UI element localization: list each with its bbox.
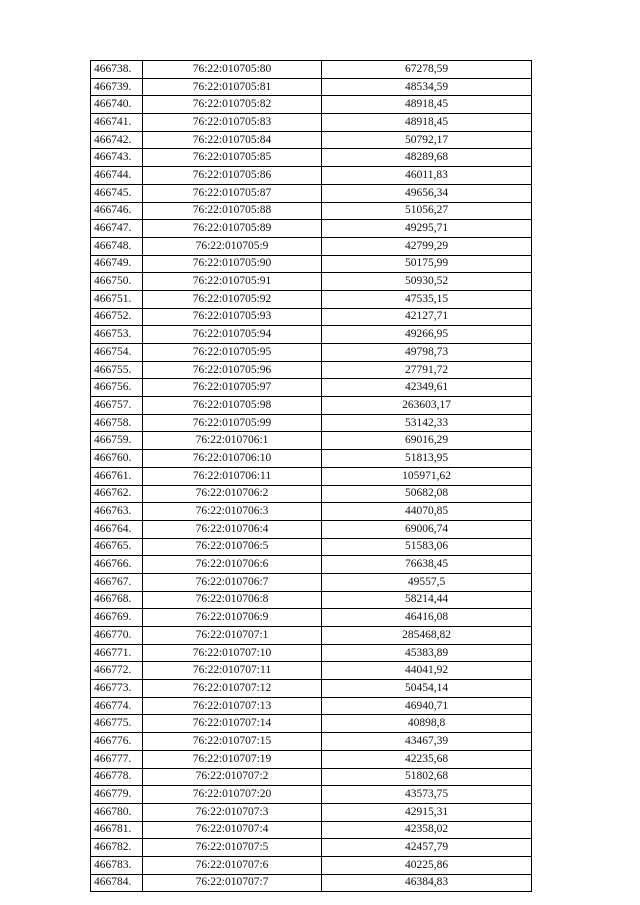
row-number-cell: 466770. [91, 627, 143, 645]
table-row [91, 273, 532, 291]
table-row [91, 503, 532, 521]
cadastral-number-cell: 76:22:010707:4 [143, 821, 322, 839]
row-number-cell: 466741. [91, 114, 143, 132]
cadastral-number-cell: 76:22:010705:88 [143, 202, 322, 220]
row-number-cell: 466748. [91, 237, 143, 255]
row-number-cell: 466751. [91, 290, 143, 308]
cadastral-number-cell: 76:22:010705:86 [143, 167, 322, 185]
cadastral-number-cell: 76:22:010706:9 [143, 609, 322, 627]
table-row [91, 344, 532, 362]
row-number-cell: 466778. [91, 768, 143, 786]
cadastral-value-cell: 263603,17 [322, 397, 532, 415]
row-number-cell: 466742. [91, 131, 143, 149]
cadastral-value-cell: 76638,45 [322, 556, 532, 574]
cadastral-value-cell: 67278,59 [322, 61, 532, 79]
cadastral-number-cell: 76:22:010707:7 [143, 874, 322, 892]
row-number-cell: 466774. [91, 697, 143, 715]
cadastral-number-cell: 76:22:010705:81 [143, 78, 322, 96]
cadastral-value-cell: 42358,02 [322, 821, 532, 839]
cadastral-value-cell: 42127,71 [322, 308, 532, 326]
cadastral-value-cell: 51583,06 [322, 538, 532, 556]
row-number-cell: 466738. [91, 61, 143, 79]
cadastral-number-cell: 76:22:010706:4 [143, 520, 322, 538]
cadastral-number-cell: 76:22:010705:95 [143, 344, 322, 362]
table-row [91, 573, 532, 591]
row-number-cell: 466744. [91, 167, 143, 185]
row-number-cell: 466753. [91, 326, 143, 344]
cadastral-value-cell: 45383,89 [322, 644, 532, 662]
cadastral-value-cell: 46416,08 [322, 609, 532, 627]
row-number-cell: 466760. [91, 450, 143, 468]
row-number-cell: 466764. [91, 520, 143, 538]
cadastral-value-cell: 42915,31 [322, 803, 532, 821]
row-number-cell: 466777. [91, 750, 143, 768]
table-row [91, 538, 532, 556]
cadastral-value-cell: 49295,71 [322, 220, 532, 238]
cadastral-value-cell: 40225,86 [322, 856, 532, 874]
table-row [91, 61, 532, 79]
cadastral-number-cell: 76:22:010705:98 [143, 397, 322, 415]
cadastral-number-cell: 76:22:010707:2 [143, 768, 322, 786]
cadastral-number-cell: 76:22:010705:84 [143, 131, 322, 149]
cadastral-number-cell: 76:22:010706:10 [143, 450, 322, 468]
table-row [91, 874, 532, 892]
row-number-cell: 466780. [91, 803, 143, 821]
cadastral-number-cell: 76:22:010707:12 [143, 680, 322, 698]
table-row [91, 715, 532, 733]
cadastral-number-cell: 76:22:010705:94 [143, 326, 322, 344]
row-number-cell: 466745. [91, 184, 143, 202]
cadastral-number-cell: 76:22:010706:8 [143, 591, 322, 609]
cadastral-number-cell: 76:22:010707:11 [143, 662, 322, 680]
row-number-cell: 466771. [91, 644, 143, 662]
table-row [91, 308, 532, 326]
row-number-cell: 466768. [91, 591, 143, 609]
table-row [91, 397, 532, 415]
cadastral-value-cell: 50175,99 [322, 255, 532, 273]
cadastral-value-cell: 50454,14 [322, 680, 532, 698]
cadastral-value-cell: 47535,15 [322, 290, 532, 308]
cadastral-value-cell: 48918,45 [322, 114, 532, 132]
row-number-cell: 466769. [91, 609, 143, 627]
table-row [91, 220, 532, 238]
table-row [91, 680, 532, 698]
cadastral-value-cell: 27791,72 [322, 361, 532, 379]
cadastral-value-cell: 49798,73 [322, 344, 532, 362]
table-row [91, 733, 532, 751]
cadastral-number-cell: 76:22:010707:13 [143, 697, 322, 715]
cadastral-value-cell: 58214,44 [322, 591, 532, 609]
table-row [91, 520, 532, 538]
cadastral-number-cell: 76:22:010706:5 [143, 538, 322, 556]
row-number-cell: 466761. [91, 467, 143, 485]
table-row [91, 786, 532, 804]
cadastral-number-cell: 76:22:010705:99 [143, 414, 322, 432]
row-number-cell: 466756. [91, 379, 143, 397]
row-number-cell: 466752. [91, 308, 143, 326]
table-row [91, 202, 532, 220]
cadastral-value-cell: 44041,92 [322, 662, 532, 680]
table-row [91, 237, 532, 255]
cadastral-number-cell: 76:22:010705:85 [143, 149, 322, 167]
cadastral-value-cell: 42799,29 [322, 237, 532, 255]
table-row [91, 184, 532, 202]
cadastral-value-cell: 44070,85 [322, 503, 532, 521]
cadastral-value-cell: 42457,79 [322, 839, 532, 857]
cadastral-value-cell: 43467,39 [322, 733, 532, 751]
table-row [91, 414, 532, 432]
cadastral-number-cell: 76:22:010706:2 [143, 485, 322, 503]
cadastral-value-cell: 43573,75 [322, 786, 532, 804]
cadastral-value-cell: 51056,27 [322, 202, 532, 220]
cadastral-number-cell: 76:22:010705:87 [143, 184, 322, 202]
table-row [91, 467, 532, 485]
table-row [91, 609, 532, 627]
table-row [91, 627, 532, 645]
row-number-cell: 466754. [91, 344, 143, 362]
cadastral-number-cell: 76:22:010707:10 [143, 644, 322, 662]
table-row [91, 432, 532, 450]
table-row [91, 839, 532, 857]
table-body [91, 61, 532, 892]
row-number-cell: 466766. [91, 556, 143, 574]
cadastral-number-cell: 76:22:010706:7 [143, 573, 322, 591]
table-row [91, 856, 532, 874]
table-row [91, 768, 532, 786]
cadastral-value-cell: 46011,83 [322, 167, 532, 185]
row-number-cell: 466784. [91, 874, 143, 892]
cadastral-value-cell: 46940,71 [322, 697, 532, 715]
row-number-cell: 466758. [91, 414, 143, 432]
table-row [91, 149, 532, 167]
table-row [91, 662, 532, 680]
table-row [91, 326, 532, 344]
cadastral-number-cell: 76:22:010705:90 [143, 255, 322, 273]
cadastral-value-cell: 51802,68 [322, 768, 532, 786]
table-row [91, 114, 532, 132]
table-row [91, 821, 532, 839]
row-number-cell: 466779. [91, 786, 143, 804]
row-number-cell: 466763. [91, 503, 143, 521]
table-row [91, 450, 532, 468]
cadastral-value-cell: 53142,33 [322, 414, 532, 432]
row-number-cell: 466775. [91, 715, 143, 733]
cadastral-number-cell: 76:22:010705:80 [143, 61, 322, 79]
table-row [91, 803, 532, 821]
row-number-cell: 466740. [91, 96, 143, 114]
cadastral-value-cell: 285468,82 [322, 627, 532, 645]
row-number-cell: 466746. [91, 202, 143, 220]
cadastral-value-cell: 49266,95 [322, 326, 532, 344]
cadastral-value-cell: 51813,95 [322, 450, 532, 468]
cadastral-value-cell: 50682,08 [322, 485, 532, 503]
table-row [91, 131, 532, 149]
cadastral-number-cell: 76:22:010707:15 [143, 733, 322, 751]
row-number-cell: 466750. [91, 273, 143, 291]
cadastral-number-cell: 76:22:010706:1 [143, 432, 322, 450]
row-number-cell: 466773. [91, 680, 143, 698]
cadastral-value-cell: 48534,59 [322, 78, 532, 96]
cadastral-value-cell: 69006,74 [322, 520, 532, 538]
table-row [91, 78, 532, 96]
cadastral-number-cell: 76:22:010705:91 [143, 273, 322, 291]
cadastral-value-cell: 49656,34 [322, 184, 532, 202]
cadastral-number-cell: 76:22:010705:96 [143, 361, 322, 379]
table-row [91, 255, 532, 273]
cadastral-value-cell: 46384,83 [322, 874, 532, 892]
table-row [91, 96, 532, 114]
row-number-cell: 466759. [91, 432, 143, 450]
row-number-cell: 466743. [91, 149, 143, 167]
cadastral-value-cell: 50792,17 [322, 131, 532, 149]
cadastral-value-cell: 48289,68 [322, 149, 532, 167]
row-number-cell: 466776. [91, 733, 143, 751]
table-row [91, 556, 532, 574]
row-number-cell: 466767. [91, 573, 143, 591]
row-number-cell: 466739. [91, 78, 143, 96]
cadastral-number-cell: 76:22:010707:5 [143, 839, 322, 857]
cadastral-value-cell: 40898,8 [322, 715, 532, 733]
cadastral-value-cell: 42349,61 [322, 379, 532, 397]
row-number-cell: 466749. [91, 255, 143, 273]
cadastral-number-cell: 76:22:010707:19 [143, 750, 322, 768]
cadastral-number-cell: 76:22:010706:6 [143, 556, 322, 574]
cadastral-value-cell: 105971,62 [322, 467, 532, 485]
row-number-cell: 466757. [91, 397, 143, 415]
cadastral-number-cell: 76:22:010707:1 [143, 627, 322, 645]
table-row [91, 379, 532, 397]
table-row [91, 167, 532, 185]
cadastral-values-table [90, 60, 532, 892]
cadastral-number-cell: 76:22:010706:3 [143, 503, 322, 521]
cadastral-number-cell: 76:22:010707:20 [143, 786, 322, 804]
cadastral-value-cell: 69016,29 [322, 432, 532, 450]
cadastral-number-cell: 76:22:010705:93 [143, 308, 322, 326]
cadastral-value-cell: 48918,45 [322, 96, 532, 114]
table-row [91, 361, 532, 379]
row-number-cell: 466755. [91, 361, 143, 379]
row-number-cell: 466765. [91, 538, 143, 556]
row-number-cell: 466772. [91, 662, 143, 680]
row-number-cell: 466762. [91, 485, 143, 503]
table-row [91, 644, 532, 662]
cadastral-number-cell: 76:22:010707:6 [143, 856, 322, 874]
cadastral-value-cell: 49557,5 [322, 573, 532, 591]
cadastral-number-cell: 76:22:010707:3 [143, 803, 322, 821]
table-row [91, 591, 532, 609]
cadastral-number-cell: 76:22:010705:89 [143, 220, 322, 238]
cadastral-number-cell: 76:22:010707:14 [143, 715, 322, 733]
cadastral-number-cell: 76:22:010706:11 [143, 467, 322, 485]
cadastral-number-cell: 76:22:010705:9 [143, 237, 322, 255]
cadastral-value-cell: 42235,68 [322, 750, 532, 768]
table-row [91, 485, 532, 503]
cadastral-value-cell: 50930,52 [322, 273, 532, 291]
cadastral-number-cell: 76:22:010705:97 [143, 379, 322, 397]
row-number-cell: 466781. [91, 821, 143, 839]
table-row [91, 697, 532, 715]
table-row [91, 750, 532, 768]
row-number-cell: 466782. [91, 839, 143, 857]
cadastral-number-cell: 76:22:010705:92 [143, 290, 322, 308]
row-number-cell: 466747. [91, 220, 143, 238]
cadastral-number-cell: 76:22:010705:83 [143, 114, 322, 132]
row-number-cell: 466783. [91, 856, 143, 874]
table-row [91, 290, 532, 308]
cadastral-number-cell: 76:22:010705:82 [143, 96, 322, 114]
